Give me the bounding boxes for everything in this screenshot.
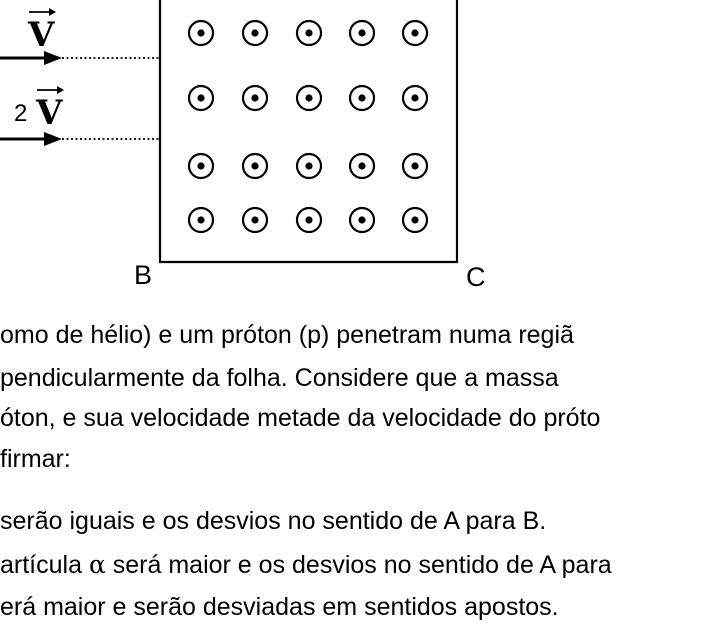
text-line-5: serão iguais e os desvios no sentido de A para B. — [0, 507, 547, 535]
text-line-2: pendicularmente da folha. Considere que a massa — [0, 364, 559, 392]
alpha-symbol: α — [88, 550, 106, 579]
text-line-6 — [0, 550, 612, 580]
text-line-7: erá maior e serão desviadas em sentidos apostos. — [0, 593, 559, 621]
velocity-v-label: V — [28, 15, 55, 55]
text-line-4: firmar: — [0, 445, 71, 473]
corner-label-c: C — [466, 262, 486, 290]
text-line-6-start: artícula — [0, 551, 89, 579]
text-line-1: omo de hélio) e um próton (p) penetram numa regiã — [0, 321, 574, 349]
velocity-2v-label: V — [36, 93, 63, 133]
text-line-3: óton, e sua velocidade metade da velocidade do próto — [0, 404, 601, 432]
corner-label-b: B — [134, 260, 153, 290]
text-line-6-end: será maior e os desvios no sentido de A para — [105, 551, 612, 579]
coefficient-2: 2 — [14, 100, 28, 127]
